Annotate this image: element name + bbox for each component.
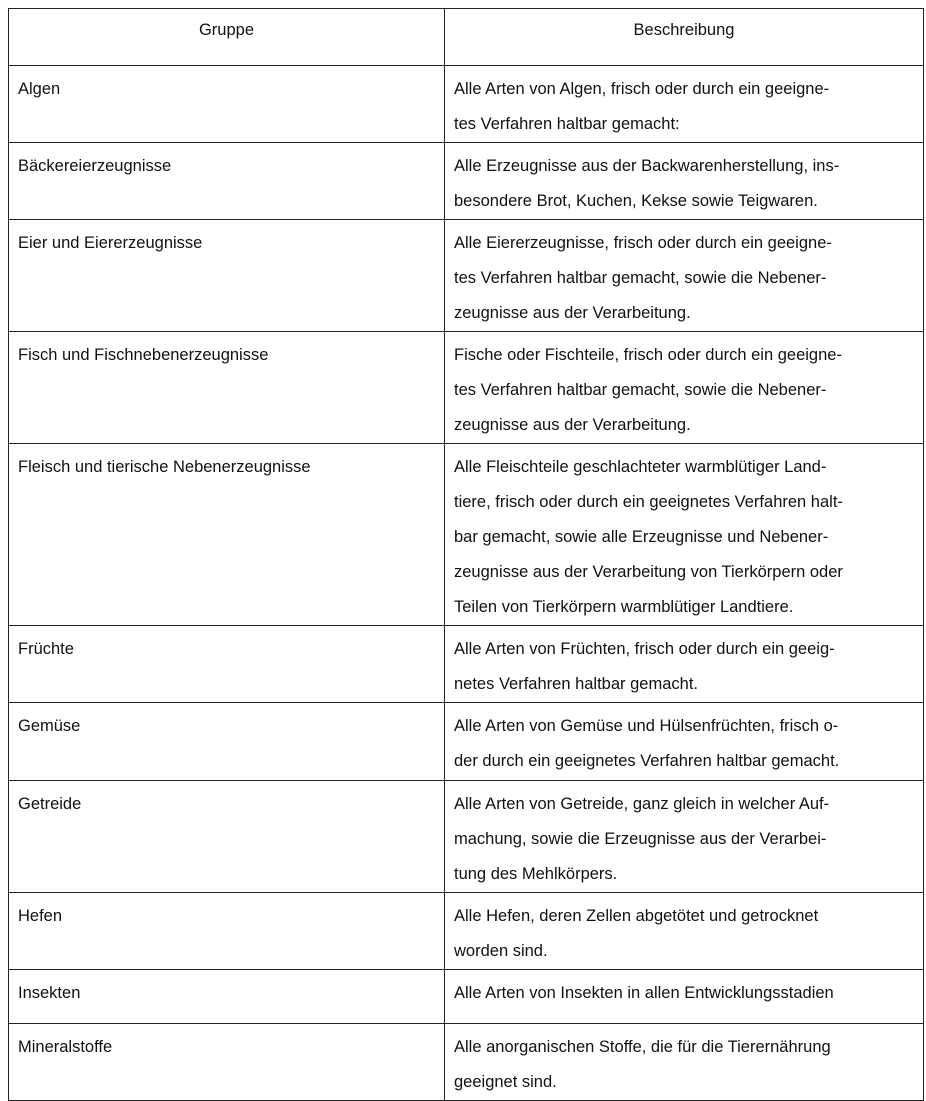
description-line: tes Verfahren haltbar gemacht:: [454, 115, 680, 133]
description-line: tiere, frisch oder durch ein geeignetes Verfahren halt-: [454, 493, 843, 511]
table-row: [9, 444, 924, 626]
description-line: tung des Mehlkörpers.: [454, 865, 618, 883]
description-line: besondere Brot, Kuchen, Kekse sowie Teigwaren.: [454, 192, 818, 210]
group-cell: [9, 781, 445, 893]
group-name: Getreide: [18, 795, 82, 813]
description-cell: [445, 626, 924, 703]
group-cell: [9, 893, 445, 970]
description-cell: [445, 970, 924, 1024]
table-row: [9, 143, 924, 220]
description-line: Alle Erzeugnisse aus der Backwarenherstellung, ins-: [454, 157, 840, 175]
group-cell: [9, 66, 445, 143]
description-cell: [445, 444, 924, 626]
description-cell: [445, 703, 924, 781]
description-line: Alle Hefen, deren Zellen abgetötet und getrocknet: [454, 907, 819, 925]
group-name: Gemüse: [18, 717, 81, 735]
description-line: zeugnisse aus der Verarbeitung von Tierkörpern oder: [454, 563, 843, 581]
description-cell: [445, 781, 924, 893]
description-line: Alle Arten von Getreide, ganz gleich in welcher Auf-: [454, 795, 830, 813]
description-cell: [445, 1024, 924, 1101]
column-header-gruppe: Gruppe: [9, 9, 445, 66]
table-header: [9, 9, 924, 66]
table-row: [9, 703, 924, 781]
description-line: tes Verfahren haltbar gemacht, sowie die Nebener-: [454, 269, 827, 287]
description-line: Alle anorganischen Stoffe, die für die Tierernährung: [454, 1038, 831, 1056]
table-body: [9, 66, 924, 1101]
description-line: worden sind.: [454, 942, 548, 960]
table-row: [9, 781, 924, 893]
description-line: machung, sowie die Erzeugnisse aus der Verarbei-: [454, 830, 827, 848]
description-cell: [445, 220, 924, 332]
group-name: Insekten: [18, 984, 81, 1002]
description-cell: [445, 893, 924, 970]
group-cell: [9, 703, 445, 781]
description-line: bar gemacht, sowie alle Erzeugnisse und Nebener-: [454, 528, 829, 546]
group-cell: [9, 143, 445, 220]
group-name: Früchte: [18, 640, 74, 658]
header-row: [9, 9, 924, 66]
group-name: Hefen: [18, 907, 63, 925]
table-row: [9, 893, 924, 970]
group-cell: [9, 1024, 445, 1101]
group-name: Algen: [18, 80, 61, 98]
description-cell: [445, 332, 924, 444]
table-row: [9, 66, 924, 143]
group-cell: [9, 444, 445, 626]
description-line: Alle Fleischteile geschlachteter warmblütiger Land-: [454, 458, 827, 476]
group-name: Bäckereierzeugnisse: [18, 157, 172, 175]
table-row: [9, 332, 924, 444]
description-line: Alle Eiererzeugnisse, frisch oder durch ein geeigne-: [454, 234, 832, 252]
description-line: Alle Arten von Insekten in allen Entwicklungsstadien: [454, 984, 834, 1002]
description-line: Alle Arten von Algen, frisch oder durch ein geeigne-: [454, 80, 830, 98]
description-line: der durch ein geeignetes Verfahren haltbar gemacht.: [454, 752, 840, 770]
description-line: netes Verfahren haltbar gemacht.: [454, 675, 698, 693]
group-cell: [9, 332, 445, 444]
group-cell: [9, 970, 445, 1024]
group-cell: [9, 626, 445, 703]
description-cell: [445, 143, 924, 220]
description-line: geeignet sind.: [454, 1073, 557, 1091]
description-line: Alle Arten von Früchten, frisch oder durch ein geeig-: [454, 640, 835, 658]
group-cell: [9, 220, 445, 332]
description-cell: [445, 66, 924, 143]
table-row: [9, 970, 924, 1024]
group-name: Fisch und Fischnebenerzeugnisse: [18, 346, 269, 364]
description-line: Teilen von Tierkörpern warmblütiger Landtiere.: [454, 598, 794, 616]
group-name: Fleisch und tierische Nebenerzeugnisse: [18, 458, 311, 476]
table-row: [9, 1024, 924, 1101]
description-line: Alle Arten von Gemüse und Hülsenfrüchten, frisch o-: [454, 717, 839, 735]
description-line: zeugnisse aus der Verarbeitung.: [454, 304, 691, 322]
table-row: [9, 626, 924, 703]
column-header-beschreibung: Beschreibung: [445, 9, 924, 66]
group-name: Mineralstoffe: [18, 1038, 113, 1056]
group-name: Eier und Eiererzeugnisse: [18, 234, 203, 252]
description-line: zeugnisse aus der Verarbeitung.: [454, 416, 691, 434]
feed-groups-table: [8, 8, 924, 1101]
table-row: [9, 220, 924, 332]
description-line: tes Verfahren haltbar gemacht, sowie die Nebener-: [454, 381, 827, 399]
description-line: Fische oder Fischteile, frisch oder durch ein geeigne-: [454, 346, 842, 364]
